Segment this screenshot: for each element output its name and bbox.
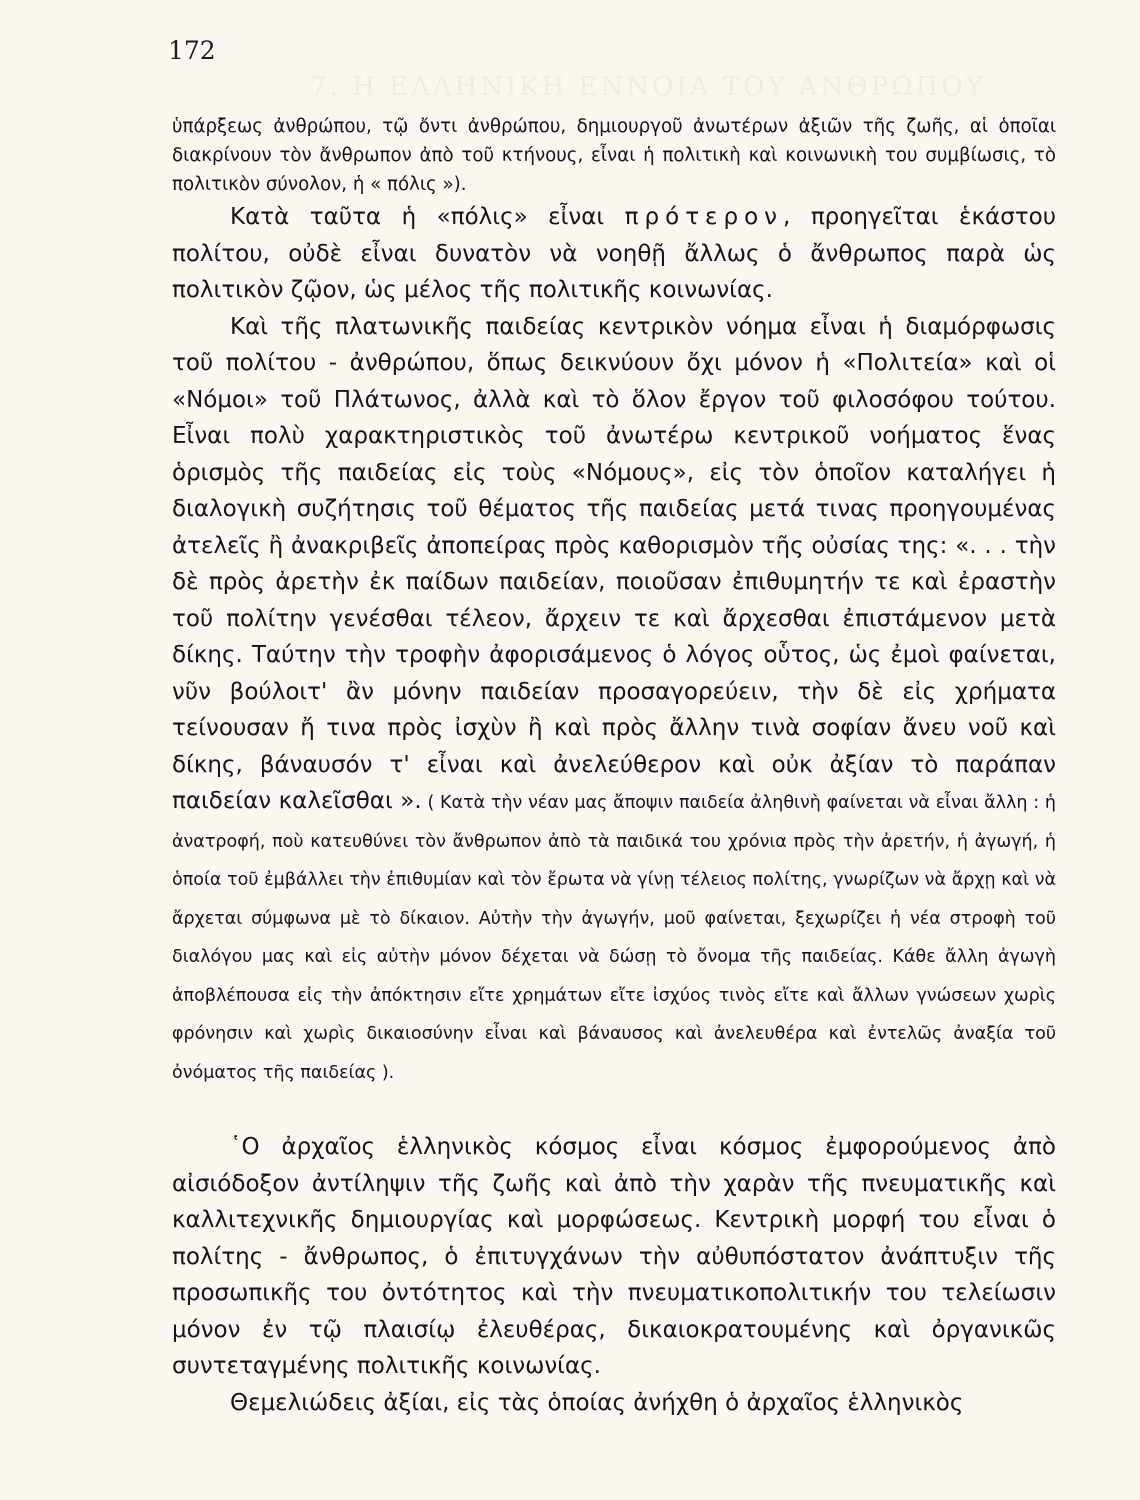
page-number: 172 — [168, 36, 216, 65]
paragraph-fundamental-values: Θεμελιώδεις ἀξίαι, εἰς τὰς ὁποίας ἀνήχθη ὁ ἀρχαῖος ἑλληνικὸς — [230, 1389, 964, 1416]
emphasized-word: πρότερον — [624, 204, 783, 230]
paragraph-continuation: ὑπάρξεως ἀνθρώπου, τῷ ὄντι ἀνθρώπου, δημιουργοῦ ἀνωτέρων ἀξιῶν τῆς ζωῆς, αἱ ὁποῖαι διακρίνουν τὸν ἄνθρωπον ἀπὸ τοῦ κτήνους, εἶναι ἡ πολιτικὴ καὶ κοινωνικὴ του συμβίωσις, τὸ πολιτικὸν σύνολον, ἡ « πόλις »). — [172, 116, 1056, 195]
translation-note: ( Κατὰ τὴν νέαν μας ἄποψιν παιδεία ἀληθινὴ φαίνεται νὰ εἶναι ἄλλη : ἡ ἀνατροφή, ποὺ κατευθύνει τὸν ἄνθρωπον ἀπὸ τὰ παιδικά του χρόνια πρὸς τὴν ἀρετήν, ἡ ἀγωγή, ἡ ὁποία τοῦ ἐμβάλλει τὴν ἐπιθυμίαν καὶ τὸν ἔρωτα νὰ γίνῃ τέλειος πολίτης, γνωρίζων νὰ ἄρχῃ καὶ νὰ ἄρχεται σύμφωνα μὲ τὸ δίκαιον. Αὐτὴν τὴν ἀγωγήν, μοῦ φαίνεται, ξεχωρίζει ἡ νέα στροφὴ τοῦ διαλόγου μας καὶ εἰς αὐτὴν μόνον δέχεται νὰ δώσῃ τὸ ὄνομα τῆς παιδείας. Κάθε ἄλλη ἀγωγὴ ἀποβλέπουσα εἰς τὴν ἀπόκτησιν εἴτε χρημάτων εἴτε ἰσχύος τινὸς εἴτε καὶ ἄλλων γνώσεων χωρὶς φρόνησιν καὶ χωρὶς δικαιοσύνην εἶναι καὶ βάναυσος καὶ ἀνελευθέρα καὶ ἐντελῶς ἀναξία τοῦ ὀνόματος τῆς παιδείας ). — [172, 793, 1056, 1083]
paragraph-platonic-education — [172, 309, 1056, 1092]
body-text — [172, 112, 1056, 1421]
paragraph-polis-start: Κατὰ ταῦτα ἡ «πόλις» εἶναι — [230, 204, 625, 230]
platonic-quote-text: Καὶ τῆς πλατωνικῆς παιδείας κεντρικὸν νόημα εἶναι ἡ διαμόρφωσις τοῦ πολίτου - ἀνθρώπου, ὅπως δεικνύουν ὄχι μόνον ἡ «Πολιτεία» καὶ οἱ «Νόμοι» τοῦ Πλάτωνος, ἀλλὰ καὶ τὸ ὅλον ἔργον τοῦ φιλοσόφου τούτου. Εἶναι πολὺ χαρακτηριστικὸς τοῦ ἀνωτέρω κεντρικοῦ νοήματος ἕνας ὁρισμὸς τῆς παιδείας εἰς τοὺς «Νόμους», εἰς τὸν ὁποῖον καταλήγει ἡ διαλογικὴ συζήτησις τοῦ θέματος τῆς παιδείας μετά τινας προηγουμένας ἀτελεῖς ἢ ἀνακριβεῖς ἀποπείρας πρὸς καθορισμὸν τῆς οὐσίας της: «. . . τὴν δὲ πρὸς ἀρετὴν ἐκ παίδων παιδείαν, ποιοῦσαν ἐπιθυμητήν τε καὶ ἐραστὴν τοῦ πολίτην γενέσθαι τέλεον, ἄρχειν τε καὶ ἄρχεσθαι ἐπιστάμενον μετὰ δίκης. Ταύτην τὴν τροφὴν ἀφορισάμενος ὁ λόγος οὗτος, ὡς ἐμοὶ φαίνεται, νῦν βούλοιτ' ἂν μόνην παιδείαν προσαγορεύειν, τὴν δὲ εἰς χρήματα τείνουσαν ἤ τινα πρὸς ἰσχὺν ἢ καὶ πρὸς ἄλλην τινὰ σοφίαν ἄνευ νοῦ καὶ δίκης, βάναυσόν τ' εἶναι καὶ ἀνελεύθερον καὶ οὐκ ἀξίαν τὸ παράπαν παιδείαν καλεῖσθαι ». — [172, 313, 1056, 814]
paragraph-ancient-world: ῾Ο ἀρχαῖος ἑλληνικὸς κόσμος εἶναι κόσμος ἐμφορούμενος ἀπὸ αἰσιόδοξον ἀντίληψιν τῆς ζωῆς καὶ ἀπὸ τὴν χαρὰν τῆς πνευματικῆς καὶ καλλιτεχνικῆς δημιουργίας καὶ μορφώσεως. Κεντρικὴ μορφή του εἶναι ὁ πολίτης - ἄνθρωπος, ὁ ἐπιτυγχάνων τὴν αὐθυπόστατον ἀνάπτυξιν τῆς προσωπικῆς του ὀντότητος καὶ τὴν πνευματικοπολιτικήν του τελείωσιν μόνον ἐν τῷ πλαισίῳ ἐλευθέρας, δικαιοκρατουμένης καὶ ὀργανικῶς συντεταγμένης πολιτικῆς κοινωνίας. — [172, 1134, 1056, 1379]
paragraph-polis — [172, 199, 1056, 309]
paragraph-polis-end: , προηγεῖται ἑκάστου πολίτου, οὐδὲ εἶναι δυνατὸν νὰ νοηθῇ ἄλλως ὁ ἄνθρωπος παρὰ ὡς πολιτικὸν ζῷον, ὡς μέλος τῆς πολιτικῆς κοινωνίας. — [172, 204, 1056, 303]
bleed-through-heading: 7. Η ΕΛΛΗΝΙΚΗ ΕΝΝΟΙΑ ΤΟΥ ΑΝΘΡΩΠΟΥ — [310, 72, 986, 102]
